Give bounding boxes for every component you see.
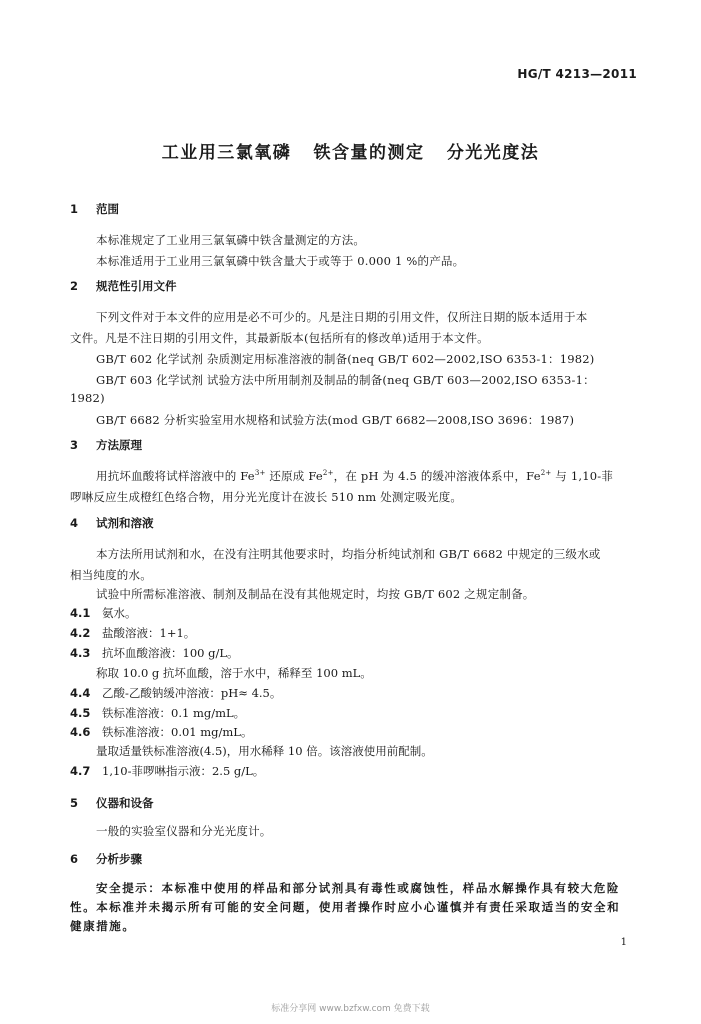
section-4-paragraph-line-1: 本方法所用试剂和水，在没有注明其他要求时，均指分析纯试剂和 GB/T 6682 中规定的三级水或 <box>96 547 601 561</box>
reference-gbt-603-line-2: 1982) <box>70 391 105 405</box>
item-4-5: 4.5 铁标准溶液：0.1 mg/mL。 <box>70 706 246 720</box>
safety-warning-line-3: 健康措施。 <box>70 919 136 933</box>
section-2-paragraph-line-2: 文件。凡是不注日期的引用文件，其最新版本(包括所有的修改单)适用于本文件。 <box>70 331 489 345</box>
item-4-6-note: 量取适量铁标准溶液(4.5)，用水稀释 10 倍。该溶液使用前配制。 <box>96 744 433 758</box>
section-4-paragraph-line-2: 相当纯度的水。 <box>70 568 152 582</box>
safety-warning-line-1: 安全提示：本标准中使用的样品和部分试剂具有毒性或腐蚀性，样品水解操作具有较大危险 <box>96 881 620 895</box>
item-4-1: 4.1 氨水。 <box>70 606 137 620</box>
reference-gbt-603-line-1: GB/T 603 化学试剂 试验方法中所用制剂及制品的制备(neq GB/T 603—2002,ISO 6353-1： <box>96 373 595 387</box>
item-4-2: 4.2 盐酸溶液：1+1。 <box>70 626 196 640</box>
item-4-3-note: 称取 10.0 g 抗坏血酸，溶于水中，稀释至 100 mL。 <box>96 666 372 680</box>
section-3-paragraph-line-1: 用抗坏血酸将试样溶液中的 $Fe^{3+}$ 还原成 $Fe^{2+}$，在 pH 为 4.5 的缓冲溶液体系中，$Fe^{2+}$ 与 1,10-菲 <box>96 469 614 483</box>
reference-gbt-6682: GB/T 6682 分析实验室用水规格和试验方法(mod GB/T 6682—2008,ISO 3696：1987) <box>96 413 575 427</box>
safety-warning-line-2: 性。本标准并未揭示所有可能的安全问题，使用者操作时应小心谨慎并有责任采取适当的安全和 <box>70 900 621 914</box>
section-2-heading: 2 规范性引用文件 <box>70 279 177 293</box>
section-3-paragraph-line-2: 啰啉反应生成橙红色络合物，用分光光度计在波长 510 nm 处测定吸光度。 <box>70 490 463 504</box>
section-4-paragraph-2: 试验中所需标准溶液、制剂及制品在没有其他规定时，均按 GB/T 602 之规定制备。 <box>96 587 535 601</box>
section-6-heading: 6 分析步骤 <box>70 852 142 866</box>
section-5-heading: 5 仪器和设备 <box>70 796 154 810</box>
section-1-paragraph-2: 本标准适用于工业用三氯氧磷中铁含量大于或等于 0.000 1 %的产品。 <box>96 254 465 268</box>
document-number: HG/T 4213—2011 <box>517 67 637 81</box>
item-4-4: 4.4 乙酸-乙酸钠缓冲溶液：pH≈ 4.5。 <box>70 686 282 700</box>
section-3-heading: 3 方法原理 <box>70 438 142 452</box>
section-1-heading: 1 范围 <box>70 202 119 216</box>
watermark-footer: 标准分享网 www.bzfxw.com 免费下载 <box>271 1004 430 1014</box>
page-number: 1 <box>620 937 627 948</box>
reference-gbt-602: GB/T 602 化学试剂 杂质测定用标准溶液的制备(neq GB/T 602—2002,ISO 6353-1：1982) <box>96 352 595 366</box>
section-2-paragraph-line-1: 下列文件对于本文件的应用是必不可少的。凡是注日期的引用文件，仅所注日期的版本适用于本 <box>96 310 588 324</box>
item-4-3: 4.3 抗坏血酸溶液：100 g/L。 <box>70 646 239 660</box>
document-title: 工业用三氯氧磷 铁含量的测定 分光光度法 <box>161 143 540 163</box>
section-1-paragraph-1: 本标准规定了工业用三氯氧磷中铁含量测定的方法。 <box>96 233 366 247</box>
item-4-7: 4.7 1,10-菲啰啉指示液：2.5 g/L。 <box>70 764 265 778</box>
section-4-heading: 4 试剂和溶液 <box>70 516 154 530</box>
section-5-paragraph: 一般的实验室仪器和分光光度计。 <box>96 824 272 838</box>
item-4-6: 4.6 铁标准溶液：0.01 mg/mL。 <box>70 725 253 739</box>
